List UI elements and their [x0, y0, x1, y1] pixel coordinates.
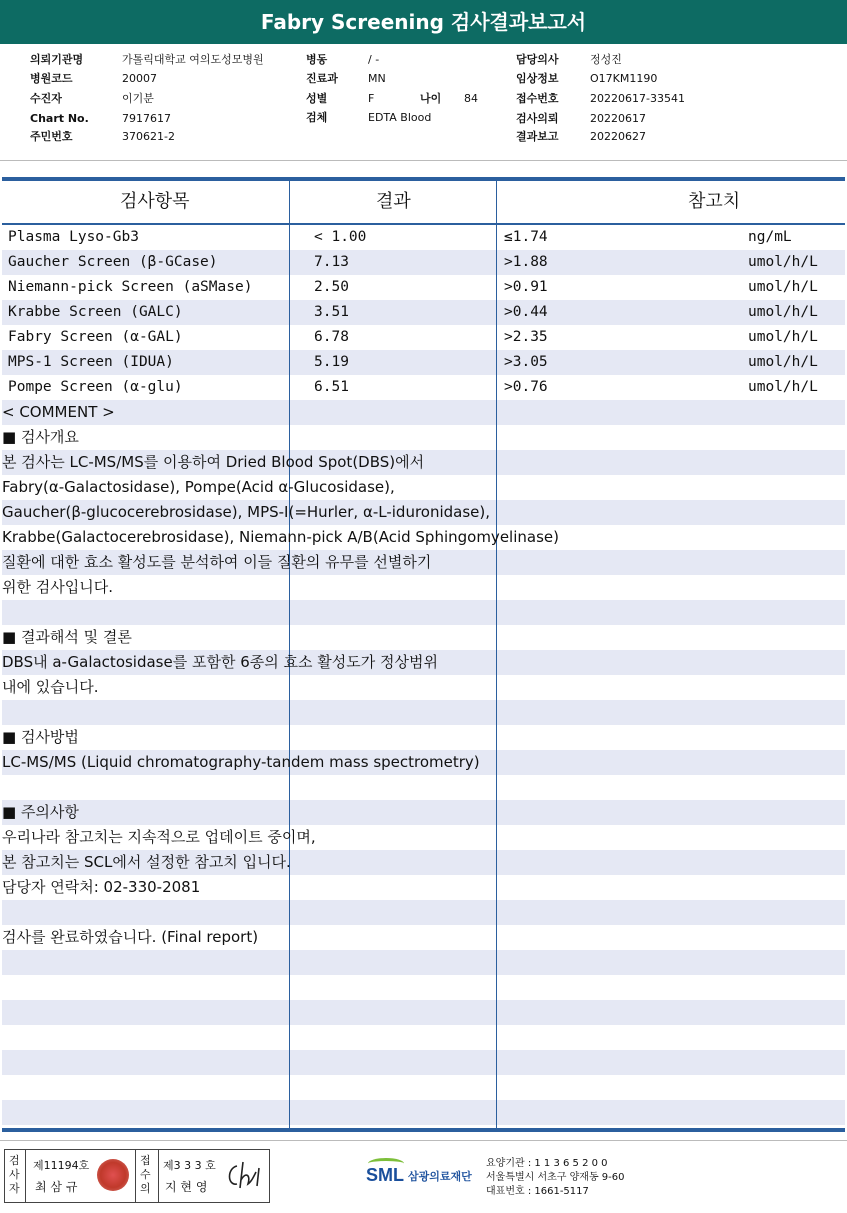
table-row	[2, 600, 845, 625]
comment-line: < COMMENT >	[2, 403, 115, 421]
test-item-name: Fabry Screen (α-GAL)	[8, 329, 183, 345]
reference-range: >0.91	[504, 279, 548, 295]
logo-abbr: SML	[366, 1165, 404, 1185]
header-result: 결과	[376, 191, 411, 212]
footer-divider	[0, 1140, 847, 1141]
test-result-value: 5.19	[314, 354, 349, 370]
stamp2-label: 접수의	[140, 1154, 151, 1195]
label-clinical-info: 임상정보	[516, 72, 559, 85]
reference-range: >1.88	[504, 254, 548, 270]
value-receipt-no: 20220617-33541	[590, 92, 685, 105]
label-ward: 병동	[306, 53, 328, 66]
comment-line: 담당자 연락처: 02-330-2081	[2, 878, 201, 896]
seal-stamp-icon	[97, 1159, 129, 1191]
table-row	[2, 675, 845, 700]
test-result-value: 6.78	[314, 329, 349, 345]
test-result-value: 6.51	[314, 379, 349, 395]
test-item-name: Pompe Screen (α-glu)	[8, 379, 183, 395]
reference-range: >3.05	[504, 354, 548, 370]
comment-line: 질환에 대한 효소 활성도를 분석하여 이들 질환의 유무를 선별하기	[2, 553, 432, 571]
org-info-address: 서울특별시 서초구 양재동 9-60	[486, 1172, 625, 1183]
value-doctor: 정성진	[590, 53, 622, 66]
label-resident-no: 주민번호	[30, 130, 73, 143]
value-specimen: EDTA Blood	[368, 111, 432, 124]
value-patient: 이기분	[122, 92, 154, 105]
comment-line: Gaucher(β-glucocerebrosidase), MPS-I(=Hurler, α-L-iduronidase),	[2, 503, 491, 521]
test-result-value: < 1.00	[314, 229, 367, 245]
signature-box	[4, 1149, 270, 1203]
org-name: 삼광의료재단	[408, 1170, 472, 1183]
report-title: Fabry Screening 검사결과보고서	[0, 0, 847, 44]
stamp1-number: 제11194호	[33, 1159, 90, 1172]
table-row	[2, 700, 845, 725]
table-row	[2, 1050, 845, 1075]
comment-line: 우리나라 참고치는 지속적으로 업데이트 중이며,	[2, 828, 316, 846]
label-specimen: 검체	[306, 111, 328, 124]
label-institution: 의뢰기관명	[30, 53, 84, 66]
test-item-name: MPS-1 Screen (IDUA)	[8, 354, 174, 370]
reference-unit: umol/h/L	[748, 304, 818, 320]
reference-unit: umol/h/L	[748, 354, 818, 370]
comment-line: ■ 결과해석 및 결론	[2, 628, 132, 646]
stamp2-name: 지 현 영	[165, 1180, 208, 1194]
value-clinical-info: O17KM1190	[590, 72, 658, 85]
reference-unit: ng/mL	[748, 229, 792, 245]
label-doctor: 담당의사	[516, 53, 559, 66]
table-row	[2, 800, 845, 825]
value-ward: / -	[368, 53, 380, 66]
label-age: 나이	[420, 92, 442, 105]
comment-line: 본 검사는 LC-MS/MS를 이용하여 Dried Blood Spot(DBS)에서	[2, 453, 425, 471]
test-item-name: Plasma Lyso-Gb3	[8, 229, 139, 245]
table-row	[2, 1000, 845, 1025]
value-institution: 가톨릭대학교 여의도성모병원	[122, 53, 264, 66]
comment-line: ■ 검사방법	[2, 728, 79, 746]
comment-line: ■ 검사개요	[2, 428, 79, 446]
table-row	[2, 575, 845, 600]
reference-range: >0.76	[504, 379, 548, 395]
test-result-value: 3.51	[314, 304, 349, 320]
reference-unit: umol/h/L	[748, 279, 818, 295]
value-age: 84	[464, 92, 478, 105]
reference-range: ≤1.74	[504, 229, 548, 245]
label-request-date: 검사의뢰	[516, 112, 559, 125]
test-result-value: 2.50	[314, 279, 349, 295]
test-item-name: Gaucher Screen (β-GCase)	[8, 254, 218, 270]
header-reference: 참고치	[688, 191, 741, 212]
table-row	[2, 1075, 845, 1100]
value-resident-no: 370621-2	[122, 130, 175, 143]
value-hospital-code: 20007	[122, 72, 157, 85]
label-chart-no: Chart No.	[30, 112, 89, 125]
stamp1-label: 검사자	[9, 1154, 20, 1195]
table-row	[2, 900, 845, 925]
value-sex: F	[368, 92, 375, 105]
value-report-date: 20220627	[590, 130, 646, 143]
value-department: MN	[368, 72, 386, 85]
value-chart-no: 7917617	[122, 112, 171, 125]
column-divider-2	[496, 181, 497, 1128]
table-row	[2, 400, 845, 425]
comment-line: 내에 있습니다.	[2, 678, 99, 696]
stamp1-name: 최 삼 규	[35, 1180, 78, 1194]
table-row	[2, 775, 845, 800]
results-table	[2, 177, 845, 1132]
comment-line: LC-MS/MS (Liquid chromatography-tandem mass spectrometry)	[2, 753, 480, 771]
org-info-phone: 대표번호 : 1661-5117	[486, 1186, 589, 1197]
comment-line: ■ 주의사항	[2, 803, 79, 821]
header-test-item: 검사항목	[120, 191, 190, 212]
table-row	[2, 950, 845, 975]
comment-line: 본 참고치는 SCL에서 설정한 참고치 입니다.	[2, 853, 291, 871]
test-item-name: Krabbe Screen (GALC)	[8, 304, 183, 320]
org-info-code: 요양기관 : 1 1 3 6 5 2 0 0	[486, 1158, 608, 1169]
table-row	[2, 425, 845, 450]
label-department: 진료과	[306, 72, 338, 85]
label-report-date: 결과보고	[516, 130, 559, 143]
table-header-row	[2, 181, 845, 225]
stamp2-number: 제3 3 3 호	[163, 1159, 216, 1172]
comment-line: Fabry(α-Galactosidase), Pompe(Acid α-Glucosidase),	[2, 478, 395, 496]
label-hospital-code: 병원코드	[30, 72, 73, 85]
signature-icon	[223, 1158, 265, 1192]
table-row	[2, 1025, 845, 1050]
comment-line: DBS내 a-Galactosidase를 포함한 6종의 효소 활성도가 정상범위	[2, 653, 438, 671]
label-sex: 성별	[306, 92, 328, 105]
label-receipt-no: 접수번호	[516, 92, 559, 105]
reference-range: >0.44	[504, 304, 548, 320]
test-result-value: 7.13	[314, 254, 349, 270]
table-row	[2, 725, 845, 750]
reference-unit: umol/h/L	[748, 254, 818, 270]
reference-range: >2.35	[504, 329, 548, 345]
table-row	[2, 975, 845, 1000]
header-divider	[0, 160, 847, 161]
test-item-name: Niemann-pick Screen (aSMase)	[8, 279, 253, 295]
label-patient: 수진자	[30, 92, 62, 105]
comment-line: 위한 검사입니다.	[2, 578, 113, 596]
value-request-date: 20220617	[590, 112, 646, 125]
reference-unit: umol/h/L	[748, 329, 818, 345]
reference-unit: umol/h/L	[748, 379, 818, 395]
comment-line: Krabbe(Galactocerebrosidase), Niemann-pick A/B(Acid Sphingomyelinase)	[2, 528, 559, 546]
table-row	[2, 1100, 845, 1125]
comment-line: 검사를 완료하였습니다. (Final report)	[2, 928, 259, 946]
